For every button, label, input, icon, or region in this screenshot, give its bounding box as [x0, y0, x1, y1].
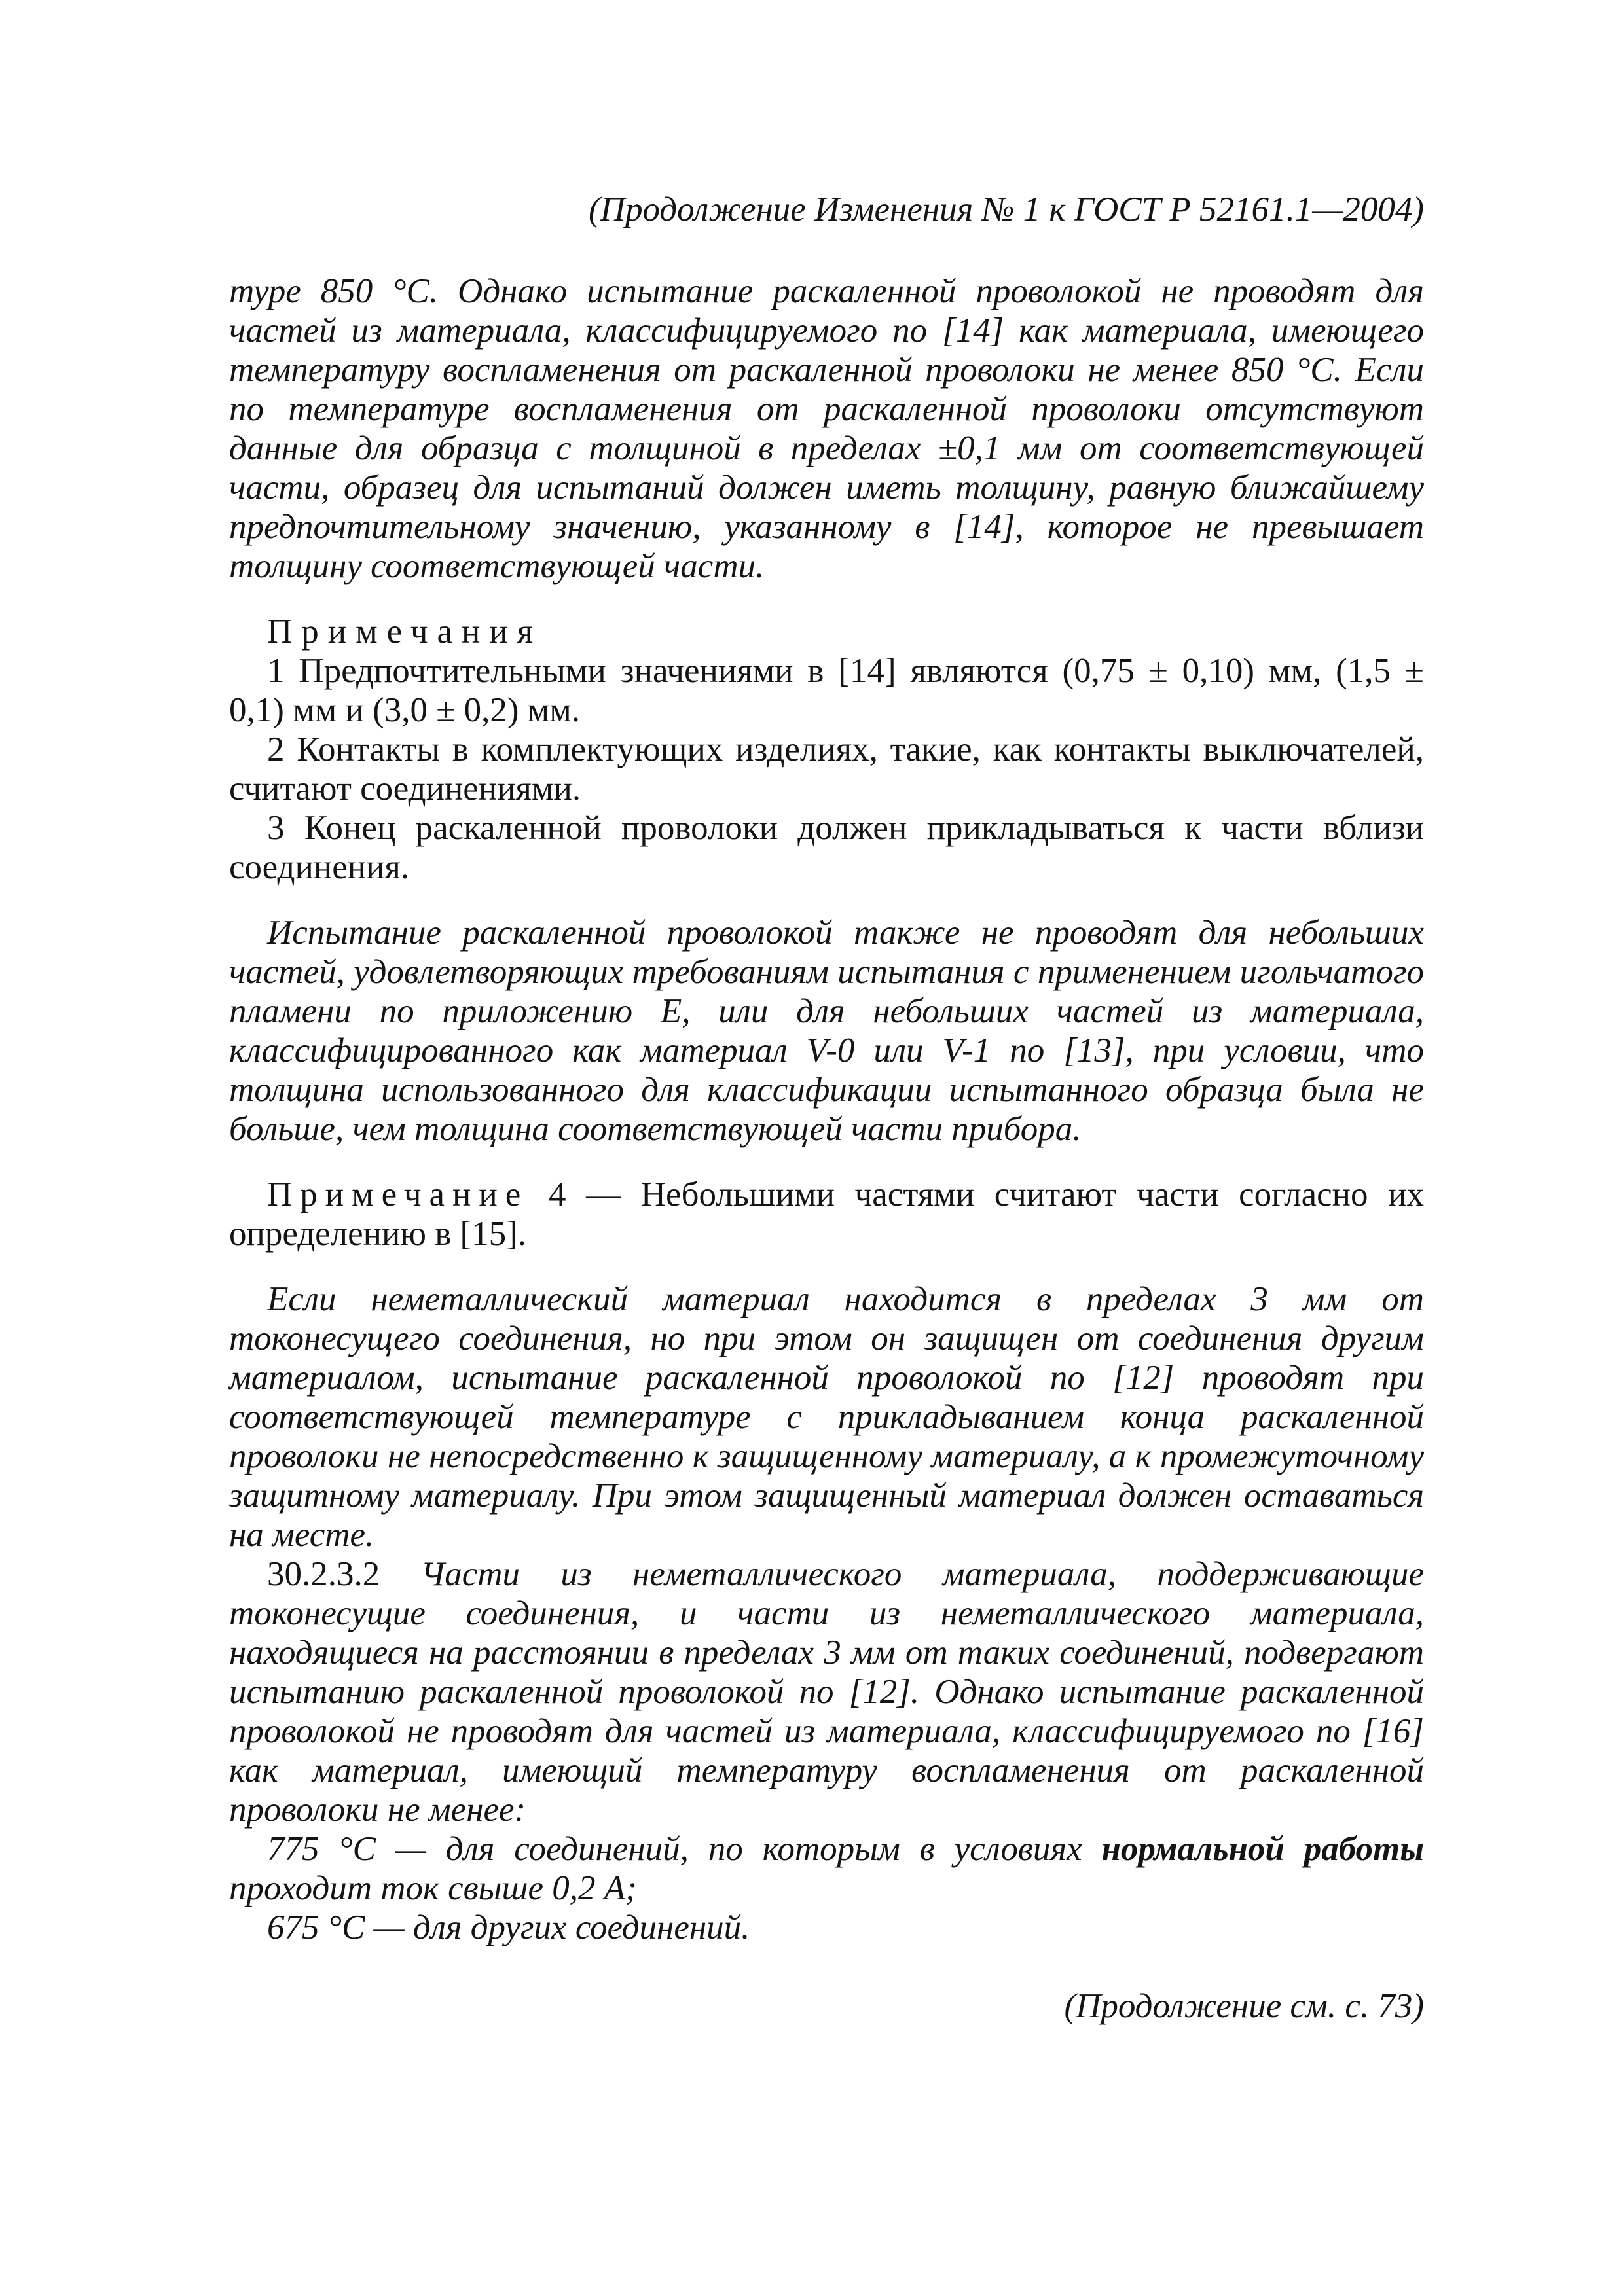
item1-bold: нормальной работы [1101, 1830, 1424, 1868]
clause-30-2-3-2 [229, 1554, 1424, 1829]
item1-post: проходит ток свыше 0,2 А; [229, 1869, 637, 1907]
list-item-775 [229, 1829, 1424, 1908]
item1-pre: 775 °С — для соединений, по которым в условиях [267, 1830, 1102, 1868]
note-4-label: Примечание [267, 1175, 529, 1213]
note-3: 3 Конец раскаленной проволоки должен прикладываться к части вблизи соединения. [229, 809, 1424, 886]
clause-number: 30.2.3.2 [267, 1555, 380, 1593]
page-header: (Продолжение Изменения № 1 к ГОСТ Р 52161.1—2004) [589, 190, 1424, 228]
note-2: 2 Контакты в комплектующих изделиях, такие, как контакты выключателей, считают соединениями. [229, 730, 1424, 808]
paragraph-small-parts: Испытание раскаленной проволокой также не проводят для небольших частей, удовлетворяющих требованиям испытания с применением игольчатого пламени по приложению Е, или для небольших частей из материала, классифицированного как материал V-0 или V-1 по [13], при условии, что толщина использованного для классификации испытанного образца была не больше, чем толщина соответствующей части прибора. [229, 914, 1424, 1148]
paragraph-temperature: туре 850 °С. Однако испытание раскаленной проволокой не проводят для частей из материала, классифицируемого по [14] как материала, имеющего температуру воспламенения от раскаленной проволоки не менее 850 °С. Если по температуре воспламенения от раскаленной проволоки отсутствуют данные для образца с толщиной в пределах ±0,1 мм от соответствующей части, образец для испытаний должен иметь толщину, равную ближайшему предпочтительному значению, указанному в [14], которое не превышает толщину соответствующей части. [229, 272, 1424, 585]
clause-text: Части из неметаллического материала, поддерживающие токонесущие соединения, и части из неметаллического материала, находящиеся на расстоянии в пределах 3 мм от таких соединений, подвергают испытанию раскаленной проволокой по [12]. Однако испытание раскаленной проволокой не проводят для частей из материала, классифицируемого по [16] как материал, имеющий температуру воспламенения от раскаленной проволоки не менее: [229, 1555, 1424, 1829]
note-4 [229, 1175, 1424, 1253]
note-1: 1 Предпочтительными значениями в [14] являются (0,75 ± 0,10) мм, (1,5 ± 0,1) мм и (3,0 ± 0,2) мм. [229, 652, 1424, 729]
note-4-text: 4 — Небольшими частями считают части согласно их определению в [15]. [229, 1175, 1424, 1253]
paragraph-nonmetallic: Если неметаллический материал находится в пределах 3 мм от токонесущего соединения, но при этом он защищен от соединения другим материалом, испытание раскаленной проволокой по [12] проводят при соответствующей температуре с прикладыванием конца раскаленной проволоки не непосредственно к защищенному материалу, а к промежуточному защитному материалу. При этом защищенный материал должен оставаться на месте. [229, 1280, 1424, 1554]
notes-title: Примечания [267, 613, 543, 651]
page-footer: (Продолжение см. с. 73) [1064, 1987, 1424, 2025]
list-item-675: 675 °С — для других соединений. [267, 1909, 750, 1946]
notes-block [229, 612, 1424, 887]
document-page [229, 190, 1424, 2026]
